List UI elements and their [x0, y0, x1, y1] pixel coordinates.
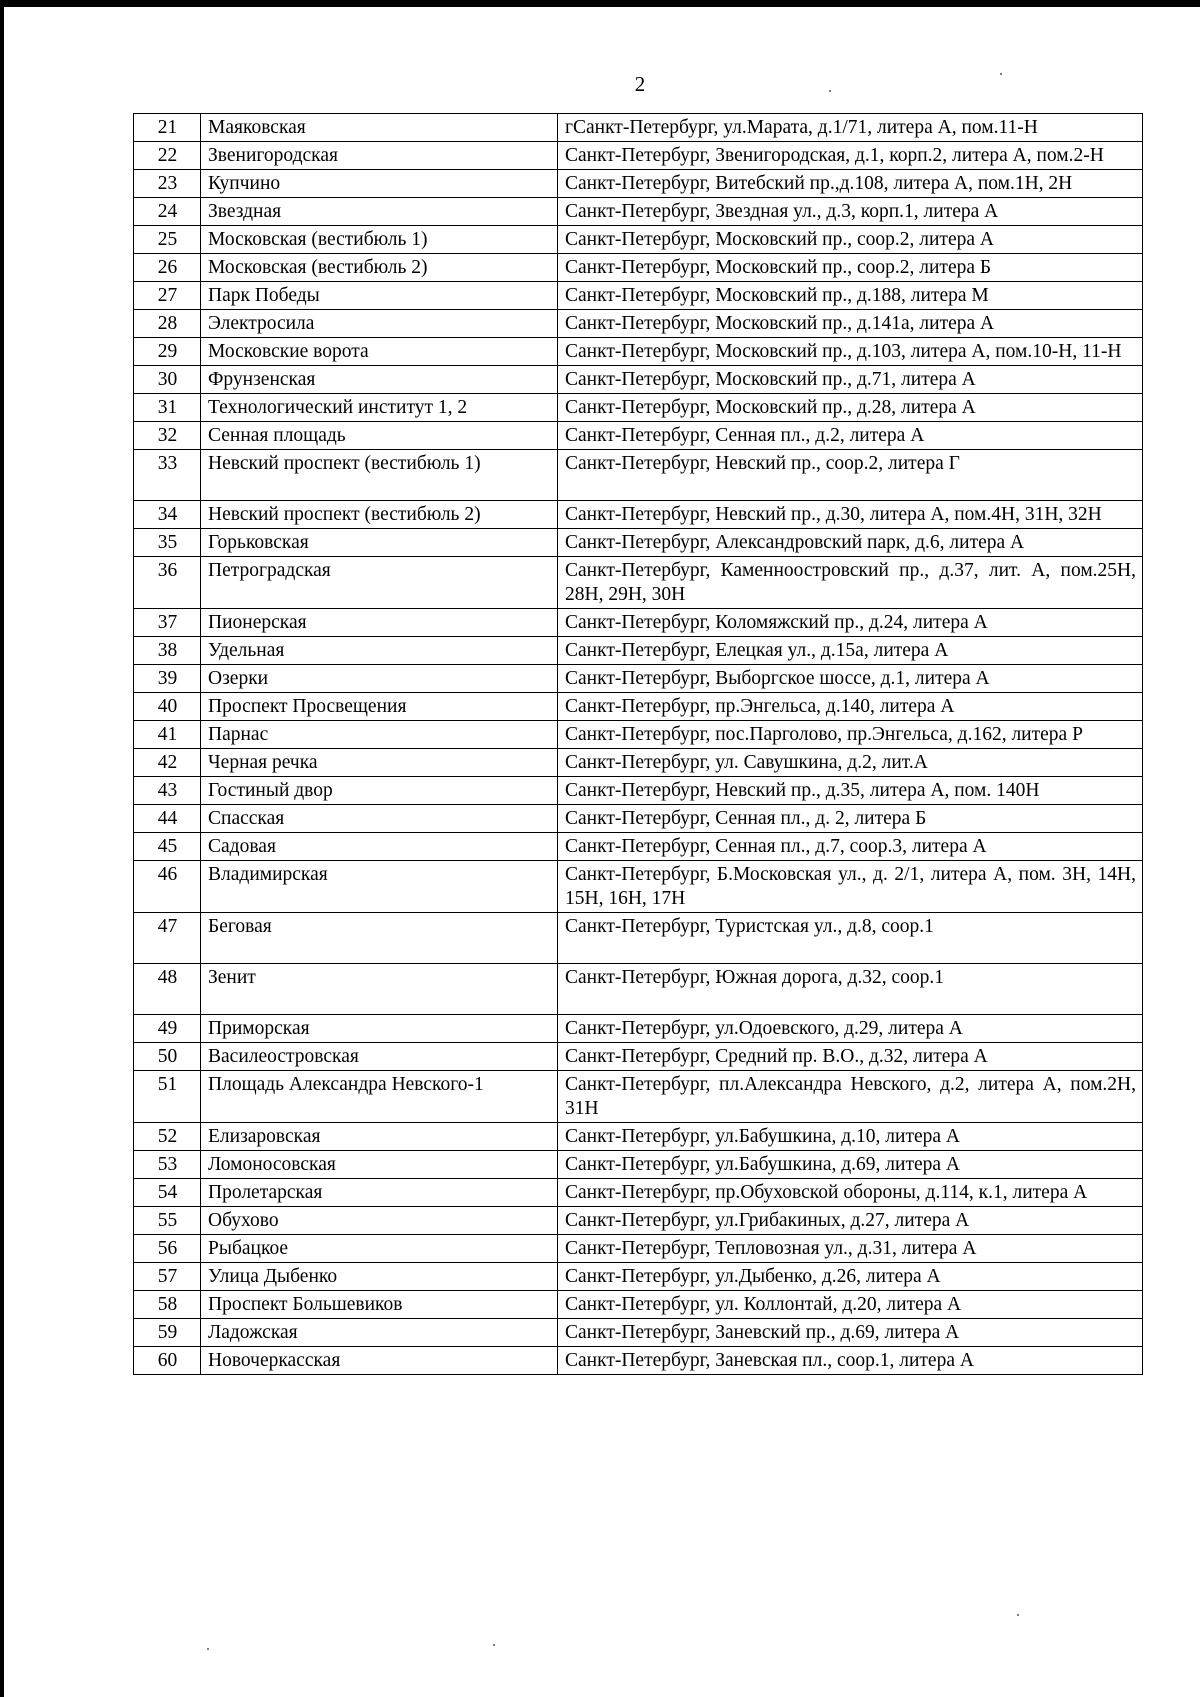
scan-speck — [1017, 1614, 1019, 1616]
address-cell: Санкт-Петербург, Московский пр., д.188, литера М — [558, 282, 1143, 310]
table-row — [134, 861, 1143, 913]
station-name-cell: Черная речка — [201, 749, 558, 777]
address-cell: Санкт-Петербург, Тепловозная ул., д.31, литера А — [558, 1235, 1143, 1263]
station-name-cell: Ломоносовская — [201, 1151, 558, 1179]
table-row — [134, 338, 1143, 366]
row-number-cell: 54 — [134, 1179, 201, 1207]
address-cell: Санкт-Петербург, Московский пр., д.71, литера А — [558, 366, 1143, 394]
stations-table — [133, 113, 1143, 1375]
station-name-cell: Звездная — [201, 198, 558, 226]
station-name-cell: Электросила — [201, 310, 558, 338]
row-number-cell: 47 — [134, 913, 201, 964]
table-row — [134, 282, 1143, 310]
row-number-cell: 29 — [134, 338, 201, 366]
row-number-cell: 33 — [134, 450, 201, 501]
table-row — [134, 114, 1143, 142]
address-cell: Санкт-Петербург, Московский пр., д.28, литера А — [558, 394, 1143, 422]
address-cell: Санкт-Петербург, пр.Обуховской обороны, д.114, к.1, литера А — [558, 1179, 1143, 1207]
address-cell: Санкт-Петербург, Невский пр., д.35, литера А, пом. 140Н — [558, 777, 1143, 805]
address-cell: Санкт-Петербург, Средний пр. В.О., д.32, литера А — [558, 1043, 1143, 1071]
station-name-cell: Горьковская — [201, 529, 558, 557]
row-number-cell: 36 — [134, 557, 201, 609]
address-cell: Санкт-Петербург, пр.Энгельса, д.140, литера А — [558, 693, 1143, 721]
address-cell: Санкт-Петербург, Выборгское шоссе, д.1, литера А — [558, 665, 1143, 693]
address-cell: Санкт-Петербург, Сенная пл., д.7, соор.3, литера А — [558, 833, 1143, 861]
address-cell: Санкт-Петербург, Южная дорога, д.32, соор.1 — [558, 964, 1143, 1015]
table-row — [134, 637, 1143, 665]
row-number-cell: 58 — [134, 1291, 201, 1319]
table-row — [134, 142, 1143, 170]
address-cell: Санкт-Петербург, ул.Бабушкина, д.10, литера А — [558, 1123, 1143, 1151]
scan-speck — [207, 1648, 209, 1650]
station-name-cell: Пролетарская — [201, 1179, 558, 1207]
address-cell: гСанкт-Петербург, ул.Марата, д.1/71, литера А, пом.11-Н — [558, 114, 1143, 142]
station-name-cell: Московская (вестибюль 1) — [201, 226, 558, 254]
table-row — [134, 1319, 1143, 1347]
row-number-cell: 31 — [134, 394, 201, 422]
scan-border-left — [0, 0, 4, 1697]
station-name-cell: Московская (вестибюль 2) — [201, 254, 558, 282]
station-name-cell: Сенная площадь — [201, 422, 558, 450]
station-name-cell: Петроградская — [201, 557, 558, 609]
address-cell: Санкт-Петербург, Витебский пр.,д.108, литера А, пом.1Н, 2Н — [558, 170, 1143, 198]
table-row — [134, 310, 1143, 338]
table-row — [134, 1347, 1143, 1375]
table-row — [134, 254, 1143, 282]
address-cell: Санкт-Петербург, ул.Грибакиных, д.27, литера А — [558, 1207, 1143, 1235]
station-name-cell: Беговая — [201, 913, 558, 964]
scan-speck — [1000, 73, 1002, 75]
station-name-cell: Купчино — [201, 170, 558, 198]
table-row — [134, 777, 1143, 805]
row-number-cell: 49 — [134, 1015, 201, 1043]
row-number-cell: 21 — [134, 114, 201, 142]
station-name-cell: Фрунзенская — [201, 366, 558, 394]
row-number-cell: 46 — [134, 861, 201, 913]
station-name-cell: Московские ворота — [201, 338, 558, 366]
address-cell: Санкт-Петербург, Сенная пл., д. 2, литера Б — [558, 805, 1143, 833]
address-cell: Санкт-Петербург, Коломяжский пр., д.24, литера А — [558, 609, 1143, 637]
station-name-cell: Улица Дыбенко — [201, 1263, 558, 1291]
row-number-cell: 35 — [134, 529, 201, 557]
row-number-cell: 59 — [134, 1319, 201, 1347]
table-row — [134, 1235, 1143, 1263]
station-name-cell: Василеостровская — [201, 1043, 558, 1071]
row-number-cell: 45 — [134, 833, 201, 861]
row-number-cell: 57 — [134, 1263, 201, 1291]
address-cell: Санкт-Петербург, Московский пр., соор.2, литера А — [558, 226, 1143, 254]
station-name-cell: Звенигородская — [201, 142, 558, 170]
table-row — [134, 529, 1143, 557]
table-row — [134, 1071, 1143, 1123]
station-name-cell: Приморская — [201, 1015, 558, 1043]
table-row — [134, 394, 1143, 422]
row-number-cell: 60 — [134, 1347, 201, 1375]
row-number-cell: 28 — [134, 310, 201, 338]
table-row — [134, 1015, 1143, 1043]
row-number-cell: 43 — [134, 777, 201, 805]
row-number-cell: 52 — [134, 1123, 201, 1151]
table-row — [134, 609, 1143, 637]
page-number: 2 — [634, 72, 646, 96]
row-number-cell: 22 — [134, 142, 201, 170]
row-number-cell: 27 — [134, 282, 201, 310]
table-row — [134, 422, 1143, 450]
address-cell: Санкт-Петербург, Б.Московская ул., д. 2/1, литера А, пом. 3Н, 14Н, 15Н, 16Н, 17Н — [558, 861, 1143, 913]
table-row — [134, 964, 1143, 1015]
station-name-cell: Рыбацкое — [201, 1235, 558, 1263]
address-cell: Санкт-Петербург, ул.Одоевского, д.29, литера А — [558, 1015, 1143, 1043]
address-cell: Санкт-Петербург, Сенная пл., д.2, литера А — [558, 422, 1143, 450]
address-cell: Санкт-Петербург, ул. Савушкина, д.2, лит.А — [558, 749, 1143, 777]
scan-border-top — [0, 0, 1200, 7]
address-cell: Санкт-Петербург, Московский пр., д.103, литера А, пом.10-Н, 11-Н — [558, 338, 1143, 366]
table-row — [134, 1207, 1143, 1235]
address-cell: Санкт-Петербург, Московский пр., д.141а, литера А — [558, 310, 1143, 338]
table-row — [134, 1291, 1143, 1319]
row-number-cell: 53 — [134, 1151, 201, 1179]
table-row — [134, 693, 1143, 721]
address-cell: Санкт-Петербург, Звенигородская, д.1, корп.2, литера А, пом.2-Н — [558, 142, 1143, 170]
stations-table-body — [134, 114, 1143, 1375]
address-cell: Санкт-Петербург, ул.Бабушкина, д.69, литера А — [558, 1151, 1143, 1179]
table-row — [134, 805, 1143, 833]
station-name-cell: Технологический институт 1, 2 — [201, 394, 558, 422]
station-name-cell: Спасская — [201, 805, 558, 833]
address-cell: Санкт-Петербург, ул.Дыбенко, д.26, литера А — [558, 1263, 1143, 1291]
station-name-cell: Зенит — [201, 964, 558, 1015]
row-number-cell: 41 — [134, 721, 201, 749]
table-row — [134, 721, 1143, 749]
station-name-cell: Садовая — [201, 833, 558, 861]
row-number-cell: 32 — [134, 422, 201, 450]
row-number-cell: 24 — [134, 198, 201, 226]
station-name-cell: Удельная — [201, 637, 558, 665]
station-name-cell: Проспект Большевиков — [201, 1291, 558, 1319]
row-number-cell: 34 — [134, 501, 201, 529]
station-name-cell: Пионерская — [201, 609, 558, 637]
address-cell: Санкт-Петербург, Невский пр., соор.2, литера Г — [558, 450, 1143, 501]
address-cell: Санкт-Петербург, Туристская ул., д.8, соор.1 — [558, 913, 1143, 964]
row-number-cell: 26 — [134, 254, 201, 282]
table-row — [134, 1151, 1143, 1179]
station-name-cell: Парк Победы — [201, 282, 558, 310]
table-row — [134, 665, 1143, 693]
address-cell: Санкт-Петербург, Александровский парк, д.6, литера А — [558, 529, 1143, 557]
row-number-cell: 55 — [134, 1207, 201, 1235]
station-name-cell: Ладожская — [201, 1319, 558, 1347]
table-row — [134, 170, 1143, 198]
address-cell: Санкт-Петербург, Невский пр., д.30, литера А, пом.4Н, 31Н, 32Н — [558, 501, 1143, 529]
table-row — [134, 226, 1143, 254]
row-number-cell: 56 — [134, 1235, 201, 1263]
row-number-cell: 39 — [134, 665, 201, 693]
station-name-cell: Площадь Александра Невского-1 — [201, 1071, 558, 1123]
station-name-cell: Парнас — [201, 721, 558, 749]
table-row — [134, 1263, 1143, 1291]
table-row — [134, 833, 1143, 861]
row-number-cell: 48 — [134, 964, 201, 1015]
row-number-cell: 50 — [134, 1043, 201, 1071]
station-name-cell: Озерки — [201, 665, 558, 693]
address-cell: Санкт-Петербург, Заневский пр., д.69, литера А — [558, 1319, 1143, 1347]
station-name-cell: Маяковская — [201, 114, 558, 142]
station-name-cell: Владимирская — [201, 861, 558, 913]
station-name-cell: Невский проспект (вестибюль 2) — [201, 501, 558, 529]
address-cell: Санкт-Петербург, Московский пр., соор.2, литера Б — [558, 254, 1143, 282]
table-row — [134, 198, 1143, 226]
table-row — [134, 501, 1143, 529]
address-cell: Санкт-Петербург, Заневская пл., соор.1, литера А — [558, 1347, 1143, 1375]
station-name-cell: Елизаровская — [201, 1123, 558, 1151]
address-cell: Санкт-Петербург, Елецкая ул., д.15а, литера А — [558, 637, 1143, 665]
row-number-cell: 42 — [134, 749, 201, 777]
row-number-cell: 37 — [134, 609, 201, 637]
table-row — [134, 1123, 1143, 1151]
table-row — [134, 557, 1143, 609]
row-number-cell: 51 — [134, 1071, 201, 1123]
row-number-cell: 40 — [134, 693, 201, 721]
table-row — [134, 749, 1143, 777]
table-row — [134, 1179, 1143, 1207]
address-cell: Санкт-Петербург, пос.Парголово, пр.Энгельса, д.162, литера Р — [558, 721, 1143, 749]
scan-speck — [829, 90, 831, 92]
address-cell: Санкт-Петербург, ул. Коллонтай, д.20, литера А — [558, 1291, 1143, 1319]
table-row — [134, 366, 1143, 394]
table-row — [134, 913, 1143, 964]
station-name-cell: Новочеркасская — [201, 1347, 558, 1375]
station-name-cell: Проспект Просвещения — [201, 693, 558, 721]
scan-speck — [493, 1644, 495, 1646]
station-name-cell: Невский проспект (вестибюль 1) — [201, 450, 558, 501]
row-number-cell: 30 — [134, 366, 201, 394]
address-cell: Санкт-Петербург, пл.Александра Невского, д.2, литера А, пом.2Н, 31Н — [558, 1071, 1143, 1123]
address-cell: Санкт-Петербург, Каменноостровский пр., д.37, лит. А, пом.25Н, 28Н, 29Н, 30Н — [558, 557, 1143, 609]
station-name-cell: Гостиный двор — [201, 777, 558, 805]
table-row — [134, 450, 1143, 501]
address-cell: Санкт-Петербург, Звездная ул., д.3, корп.1, литера А — [558, 198, 1143, 226]
table-row — [134, 1043, 1143, 1071]
row-number-cell: 23 — [134, 170, 201, 198]
station-name-cell: Обухово — [201, 1207, 558, 1235]
row-number-cell: 38 — [134, 637, 201, 665]
row-number-cell: 25 — [134, 226, 201, 254]
row-number-cell: 44 — [134, 805, 201, 833]
